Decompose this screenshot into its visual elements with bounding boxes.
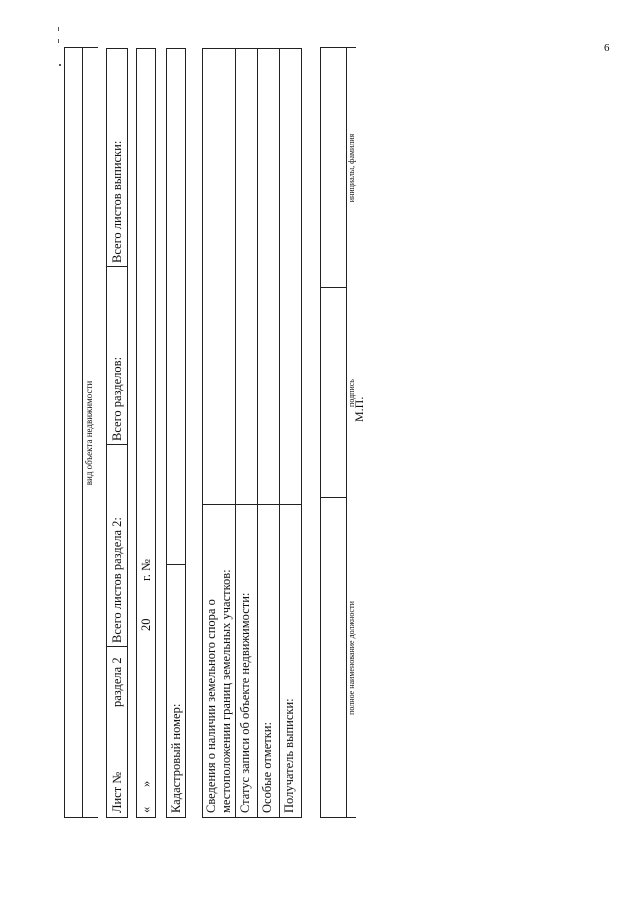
- extract-form: [64, 48, 356, 818]
- cadastral-number-row: [166, 48, 186, 818]
- cadastral-number-label: Кадастровый номер:: [169, 703, 183, 813]
- date-quote-open: «: [139, 806, 153, 813]
- sheet-info-row: [106, 48, 128, 818]
- signature-block: [320, 48, 356, 818]
- date-year-suffix: г. №: [139, 559, 153, 581]
- info-row-label: Статус записи об объекте недвижимости:: [238, 592, 252, 813]
- signature-caption: подпись: [347, 379, 356, 407]
- info-table: [202, 48, 302, 818]
- date-quote-close: »: [139, 780, 153, 787]
- page-number: 6: [604, 42, 610, 54]
- sheet-number-label: Лист №: [110, 771, 124, 813]
- name-caption: инициалы, фамилия: [347, 133, 356, 203]
- section-label: раздела 2: [110, 657, 124, 707]
- scan-mark: [58, 39, 59, 43]
- scan-mark: [58, 27, 59, 31]
- info-row-label: Сведения о наличии земельного спора о местоположении границ земельных участков:: [204, 569, 233, 813]
- sections-total-label: Всего разделов:: [110, 356, 124, 441]
- date-row: [136, 48, 156, 818]
- info-row-label: Особые отметки:: [260, 722, 274, 813]
- object-type-header: [64, 48, 98, 818]
- info-row-label: Получатель выписки:: [282, 698, 296, 813]
- extract-sheets-total-label: Всего листов выписки:: [110, 140, 124, 263]
- scan-mark: [59, 64, 61, 66]
- position-caption: полное наименование должности: [347, 601, 356, 715]
- stamp-placeholder: М.П.: [352, 396, 366, 422]
- date-year-prefix: 20: [139, 618, 153, 631]
- section-sheets-total-label: Всего листов раздела 2:: [110, 517, 124, 643]
- object-type-caption: вид объекта недвижимости: [84, 380, 94, 486]
